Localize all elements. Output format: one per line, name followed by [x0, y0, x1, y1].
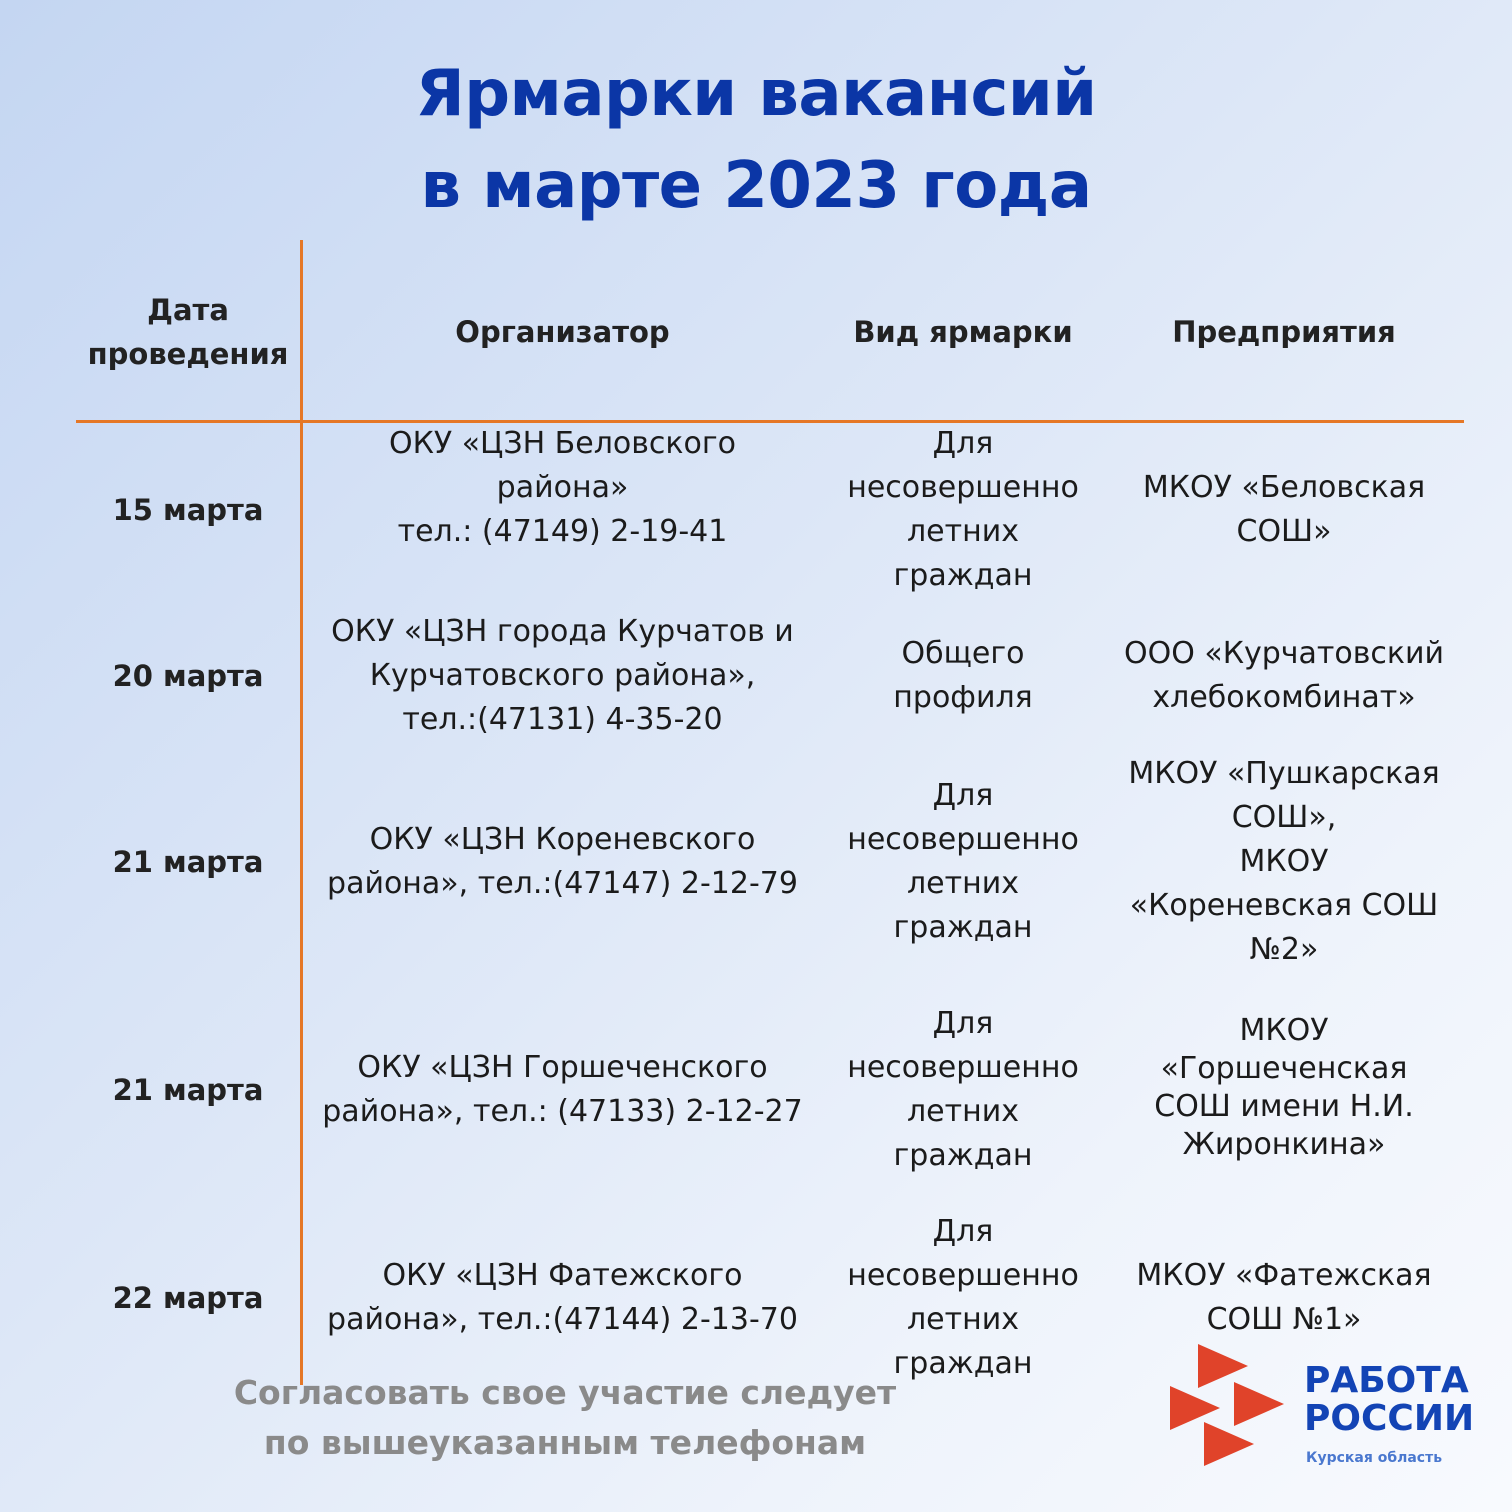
- row-date: 20 марта: [112, 659, 264, 693]
- logo-line-1: РАБОТА: [1304, 1360, 1469, 1401]
- footer-note: [175, 1368, 955, 1468]
- footer-line-2: по вышеуказанным телефонам: [263, 1423, 867, 1462]
- row-organizer: ОКУ «ЦЗН Горшеченского района», тел.: (47133) 2-12-27: [322, 1050, 803, 1129]
- row-enterprises: МКОУ «Фатежская СОШ №1»: [1136, 1258, 1432, 1337]
- column-divider: [300, 240, 303, 1385]
- header-organizer: Организатор: [455, 315, 670, 349]
- row-type: Для несовершенно летних граждан: [847, 426, 1079, 593]
- title-line-2: в марте 2023 года: [420, 149, 1092, 223]
- row-type: Общего профиля: [893, 636, 1033, 715]
- row-type: Для несовершенно летних граждан: [847, 1214, 1079, 1381]
- row-enterprises: ООО «Курчатовский хлебокомбинат»: [1123, 636, 1445, 715]
- header-type: Вид ярмарки: [853, 315, 1073, 349]
- logo-wordmark: [1304, 1362, 1474, 1438]
- row-date: 22 марта: [112, 1281, 264, 1315]
- row-organizer: ОКУ «ЦЗН Беловского района» тел.: (47149) 2-19-41: [388, 426, 737, 549]
- row-type: Для несовершенно летних граждан: [847, 778, 1079, 945]
- header-date: Дата проведения: [87, 293, 289, 371]
- footer-line-1: Согласовать свое участие следует: [233, 1373, 897, 1412]
- logo-line-2: РОССИИ: [1304, 1398, 1475, 1439]
- page-title: [0, 48, 1512, 232]
- logo-region: Курская область: [1306, 1450, 1443, 1466]
- rabota-rossii-logo-icon: [1166, 1342, 1290, 1466]
- row-organizer: ОКУ «ЦЗН Кореневского района», тел.:(47147) 2-12-79: [327, 822, 798, 901]
- row-organizer: ОКУ «ЦЗН Фатежского района», тел.:(47144) 2-13-70: [327, 1258, 798, 1337]
- row-date: 21 марта: [112, 845, 264, 879]
- title-line-1: Ярмарки вакансий: [415, 57, 1097, 131]
- row-date: 15 марта: [112, 493, 264, 527]
- row-enterprises: МКОУ «Горшеченская СОШ имени Н.И. Жиронкина»: [1154, 1013, 1414, 1162]
- row-date: 21 марта: [112, 1073, 264, 1107]
- header-enterprises: Предприятия: [1172, 315, 1396, 349]
- row-enterprises: МКОУ «Пушкарская СОШ», МКОУ «Кореневская СОШ №2»: [1128, 756, 1440, 967]
- row-organizer: ОКУ «ЦЗН города Курчатов и Курчатовского района», тел.:(47131) 4-35-20: [331, 614, 794, 737]
- row-type: Для несовершенно летних граждан: [847, 1006, 1079, 1173]
- row-enterprises: МКОУ «Беловская СОШ»: [1142, 470, 1426, 549]
